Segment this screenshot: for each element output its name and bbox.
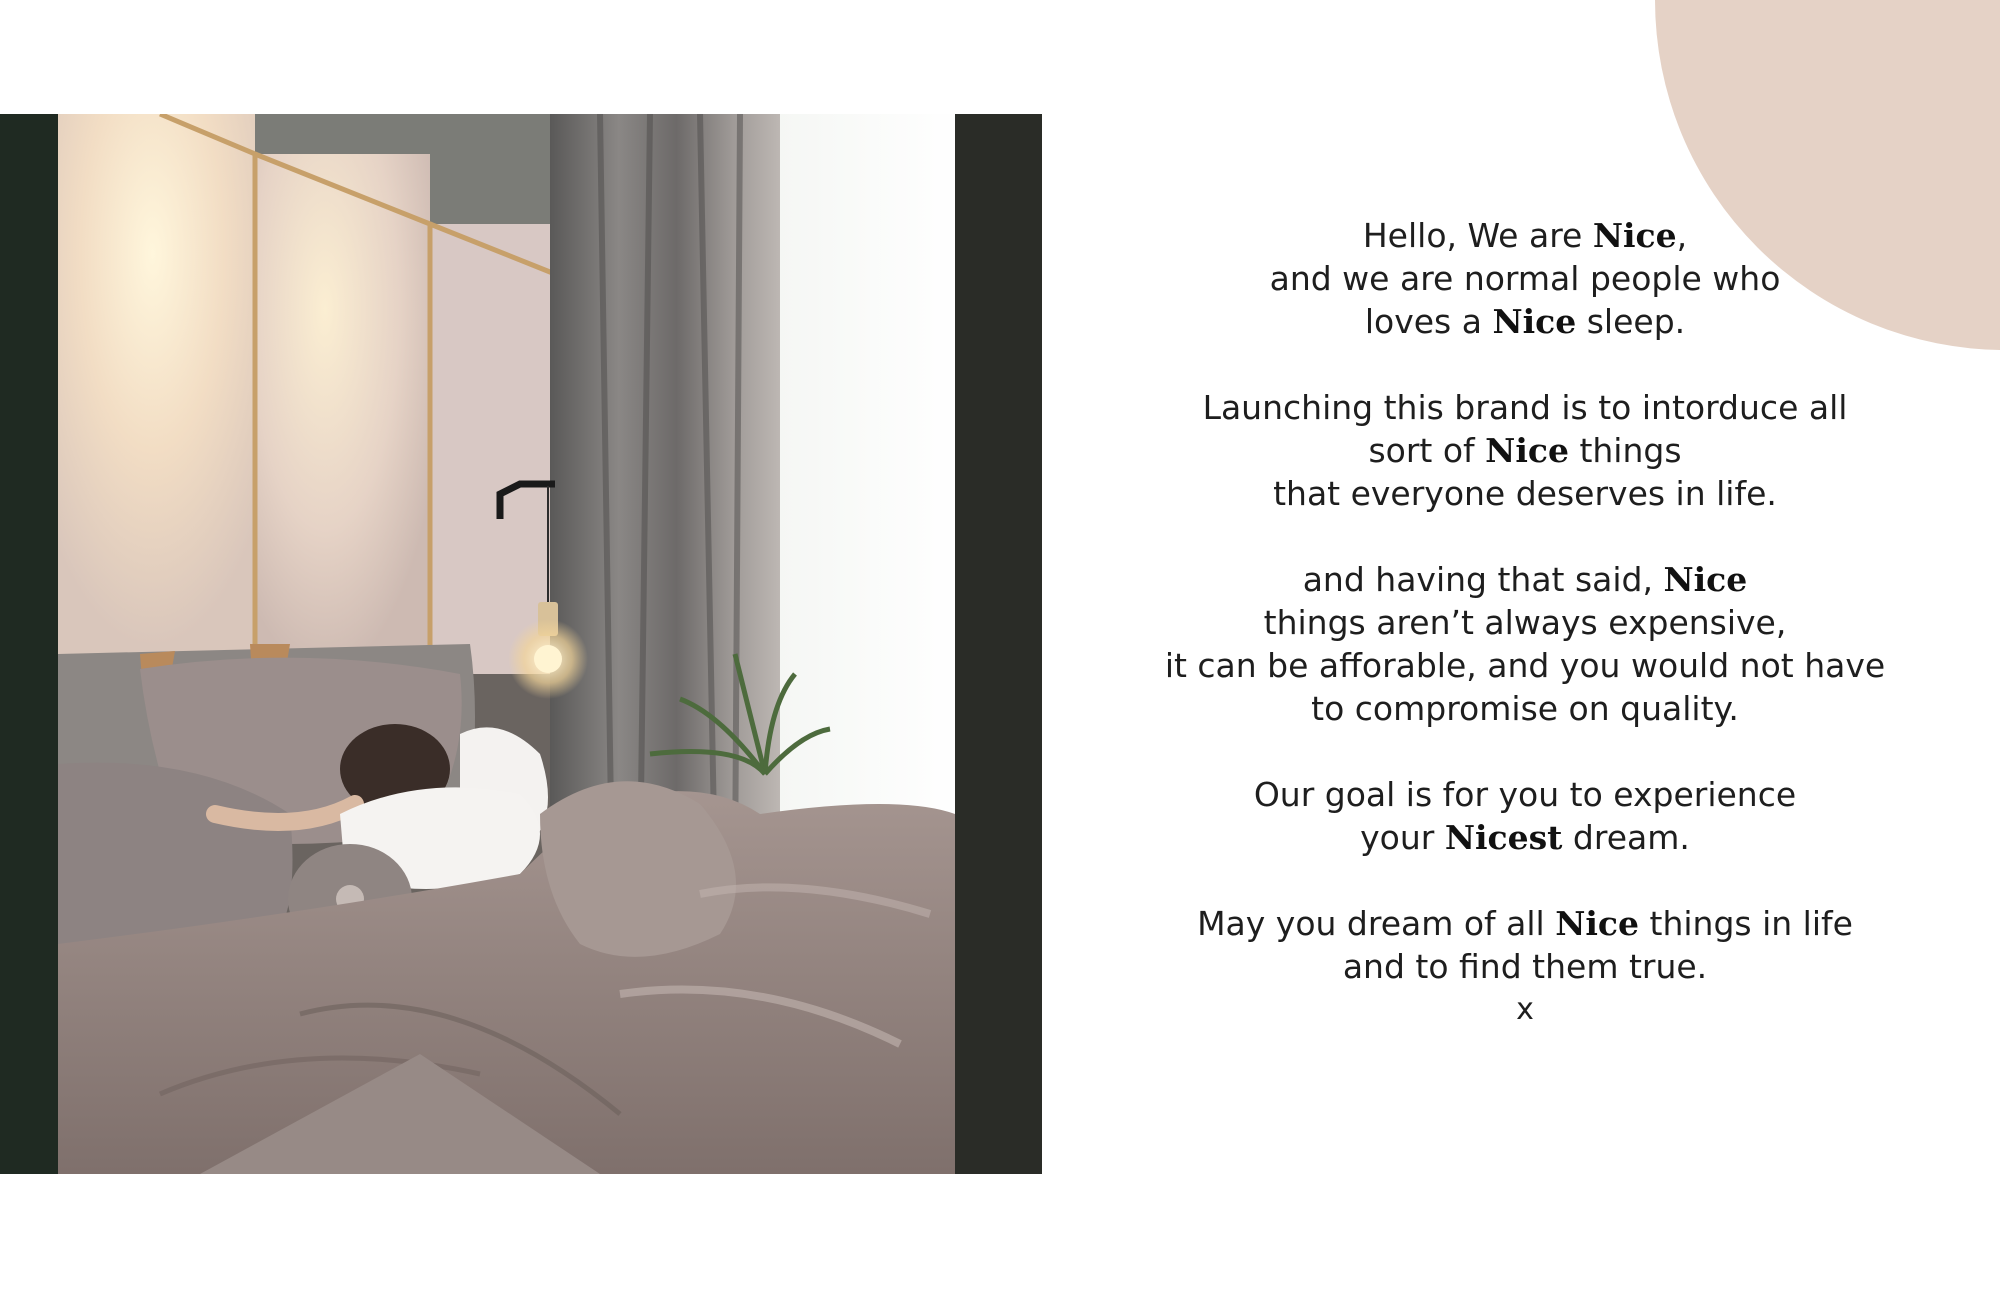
- text-segment: that everyone deserves in life.: [1273, 474, 1777, 513]
- text-segment: Launching this brand is to intorduce all: [1202, 388, 1848, 427]
- mission-line: [1130, 429, 1920, 472]
- bedroom-photo: [0, 114, 1042, 1174]
- text-segment: sleep.: [1576, 302, 1686, 341]
- brand-name: Nice: [1485, 431, 1569, 470]
- brand-name: Nice: [1492, 302, 1577, 341]
- bedroom-illustration: [0, 114, 1042, 1174]
- closing-paragraph: [1130, 902, 1920, 1031]
- text-segment: and we are normal people who: [1269, 259, 1781, 298]
- affordability-line: [1130, 644, 1920, 687]
- brand-name: Nicest: [1444, 818, 1563, 857]
- text-segment: your: [1360, 818, 1445, 857]
- text-segment: ,: [1676, 216, 1688, 255]
- signoff: x: [1516, 992, 1534, 1027]
- intro-line: [1130, 257, 1920, 300]
- goal-paragraph: [1130, 773, 1920, 859]
- intro-line: [1130, 214, 1920, 257]
- about-copy: [1130, 214, 1920, 1031]
- text-segment: sort of: [1368, 431, 1486, 470]
- text-segment: it can be afforable, and you would not have: [1164, 646, 1886, 685]
- brand-name: Nice: [1592, 216, 1677, 255]
- mission-line: [1130, 386, 1920, 429]
- text-segment: things in life: [1639, 904, 1853, 943]
- closing-line: [1130, 945, 1920, 988]
- text-segment: Hello, We are: [1362, 216, 1593, 255]
- goal-line: [1130, 773, 1920, 816]
- mission-line: [1130, 472, 1920, 515]
- intro-paragraph: [1130, 214, 1920, 343]
- text-segment: loves a: [1364, 302, 1493, 341]
- brand-name: Nice: [1663, 560, 1748, 599]
- affordability-line: [1130, 601, 1920, 644]
- brand-name: Nice: [1555, 904, 1640, 943]
- text-segment: dream.: [1562, 818, 1690, 857]
- affordability-paragraph: [1130, 558, 1920, 730]
- text-segment: things: [1568, 431, 1682, 470]
- affordability-line: [1130, 687, 1920, 730]
- closing-line: [1130, 902, 1920, 945]
- mission-paragraph: [1130, 386, 1920, 515]
- text-segment: May you dream of all: [1197, 904, 1556, 943]
- text-segment: and to find them true.: [1342, 947, 1708, 986]
- affordability-line: [1130, 558, 1920, 601]
- text-segment: Our goal is for you to experience: [1253, 775, 1797, 814]
- text-segment: and having that said,: [1302, 560, 1664, 599]
- goal-line: [1130, 816, 1920, 859]
- text-segment: to compromise on quality.: [1311, 689, 1739, 728]
- text-segment: things aren’t always expensive,: [1263, 603, 1787, 642]
- intro-line: [1130, 300, 1920, 343]
- closing-lines: [1130, 902, 1920, 988]
